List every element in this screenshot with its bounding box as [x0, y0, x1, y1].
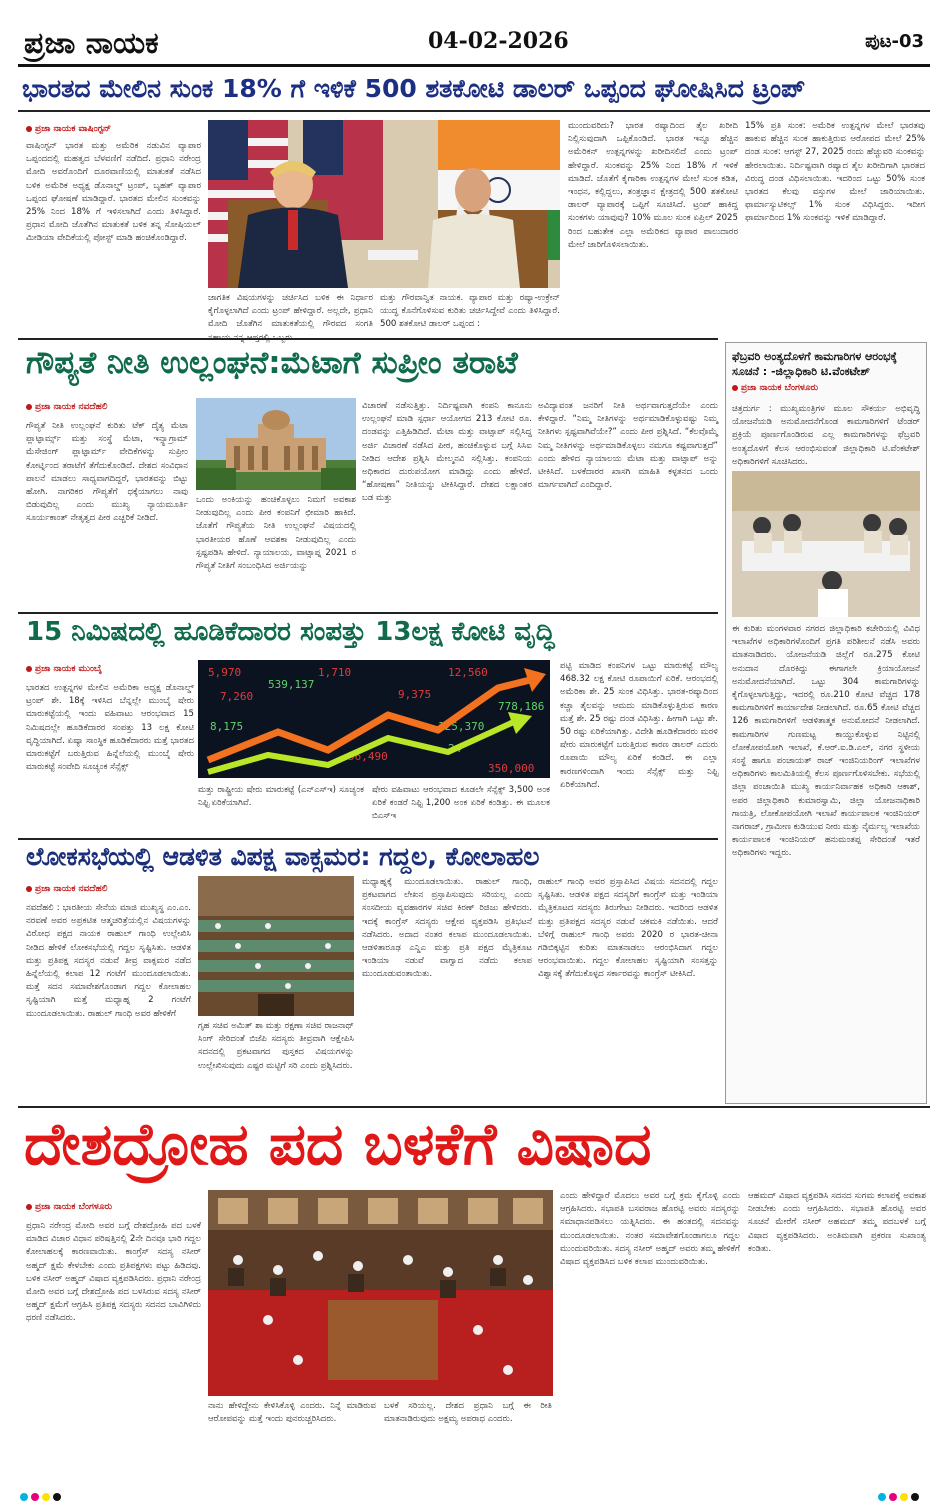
color-dot-icon [20, 1493, 28, 1501]
svg-text:56,490: 56,490 [348, 750, 388, 763]
svg-text:7,260: 7,260 [220, 690, 254, 703]
svg-text:5,970: 5,970 [208, 666, 242, 679]
headline-meta: ಗೌಪ್ಯತೆ ನೀತಿ ಉಲ್ಲಂಘನೆ:ಮೆಟಾಗೆ ಸುಪ್ರೀಂ ತರಾಟೆ [26, 345, 518, 381]
article-column: ಭಾರತದ ಉತ್ಪನ್ನಗಳ ಮೇಲಿನ ಅಮೆರಿಕಾ ಅಧ್ಯಕ್ಷ ಡೊನಾಲ್ಡ್ ಟ್ರಂಪ್ ಶೇ. 18ಕ್ಕೆ ಇಳಿಸಿದ ಬೆನ್ನಲ್ಲೇ ಮುಂಬೈ ಷೇರು ಮಾರುಕಟ್ಟೆಯಲ್ಲಿ ಇಂದು ವಹಿವಾಟು ಆರಂಭವಾದ 15 ನಿಮಿಷದಲ್ಲೇ ಹೂಡಿಕೆದಾರರ ಸಂಪತ್ತು 13 ಲಕ್ಷ ಕೋಟಿ ವೃದ್ಧಿಯಾಗಿದೆ. ಏಷ್ಯಾ ಸಾಂಸ್ಥಿಕ ಹೂಡಿಕೆದಾರರು ಮತ್ತೆ ಭಾರತದ ಮಾರುಕಟ್ಟೆಗೆ ಬರುತ್ತಿರುವ ಹಿನ್ನೆಲೆಯಲ್ಲಿ ಮುಂಬೈ ಷೇರು ಮಾರುಕಟ್ಟೆ ಸಂವೇದಿ ಸೂಚ್ಯಂಕ ಸೆನ್ಸೆಕ್ಸ್ [26, 683, 194, 773]
article-column: ಮತ್ತು ಗೌರವಾನ್ವಿತ ನಾಯಕ. ವ್ಯಾಪಾರ ಮತ್ತು ರಷ್ಯಾ-ಉಕ್ರೇನ್ ಯುದ್ಧ ಕೊನೆಗೊಳಿಸುವ ಕುರಿತು ಚರ್ಚಿಸಿದ್ದೇವೆ ಎಂದು ತಿಳಿಸಿದ್ದಾರೆ. 500 ಶತಕೋಟಿ ಡಾಲರ್ ಒಪ್ಪಂದ : [380, 293, 560, 330]
photo-parliament [198, 876, 354, 1016]
photo-legislative-council [208, 1190, 553, 1396]
photo-trump-modi [208, 120, 560, 288]
color-dot-icon [31, 1493, 39, 1501]
article-column: ಷೇರು ವಹಿವಾಟು ಆರಂಭವಾದ ಕೂಡಲೇ ಸೆನ್ಸೆಕ್ಸ್ 3,500 ಅಂಕ ಏರಿಕೆ ಕಂಡರೆ ನಿಫ್ಟಿ 1,200 ಅಂಕ ಏರಿಕೆ ಕಂಡಿತ್ತು. ಈ ಮೂಲಕ ಬಿಎಸ್ಇ [372, 785, 550, 822]
svg-text:778,186: 778,186 [498, 700, 545, 713]
paper-title: ಪ್ರಜಾ ನಾಯಕ [24, 26, 159, 61]
article-column: ಮುಂದುವರಿದು? ಭಾರತ ರಷ್ಯಾದಿಂದ ತೈಲ ಖರೀದಿ ನಿಲ್ಲಿಸುವುದಾಗಿ ಒಪ್ಪಿಕೊಂಡಿದೆ. ಭಾರತ ಇನ್ನೂ ಹೆಚ್ಚಿನ ಅಮೆರಿಕನ್ ಉತ್ಪನ್ನಗಳನ್ನು ಖರೀದಿಸಲಿದೆ ಎಂದು ಟ್ರಂಪ್ ಹೇಳಿದ್ದಾರೆ. ಸುಂಕವನ್ನು 25% ನಿಂದ 18% ಗೆ ಇಳಿಕೆ ಮಾಡಿದೆ. ಜೊತೆಗೆ ಕೈಗಾರಿಕಾ ಉತ್ಪನ್ನಗಳ ಮೇಲೆ ಸುಂಕ ಕಡಿತ, ಇಂಧನ, ಕಲ್ಲಿದ್ದಲು, ತಂತ್ರಜ್ಞಾನ ಕ್ಷೇತ್ರದಲ್ಲಿ 500 ಶತಕೋಟಿ ಡಾಲರ್ ವ್ಯಾಪಾರಕ್ಕೆ ಒಪ್ಪಿಗೆ ಸೂಚಿಸಿದೆ. ಟ್ರಂಪ್ ಹಾಕಿದ್ದ ಸುಂಕಗಳು ಯಾವುವು? 10% ಮೂಲ ಸುಂಕ ಏಪ್ರಿಲ್ 2025 ರಿಂದ ಬಹುತೇಕ ಎಲ್ಲಾ ಅಮೆರಿಕದ ವ್ಯಾಪಾರ ಪಾಲುದಾರರ ಮೇಲೆ ಜಾರಿಗೊಳಿಸಲಾಯಿತು. [568, 121, 738, 250]
color-dot-icon [42, 1493, 50, 1501]
article-column: ವಿಚಾರಣೆ ನಡೆಸುತ್ತಿತ್ತು. ನಿರ್ದಿಷ್ಟವಾಗಿ ಕಂಪನಿ ಕಾನೂನು ಉಲ್ಲಂಘನೆ ಮಾಡಿ ಸ್ಪರ್ಧಾ ಆಯೋಗದ 213 ಕೋಟಿ ರೂ. ದಂಡವನ್ನು ಎತ್ತಿಹಿಡಿದಿದೆ. ಮೆಟಾ ಮತ್ತು ವಾಟ್ಸಾಪ್ ಸಲ್ಲಿಸಿದ್ದ ಅರ್ಜಿ ವಿಚಾರಣೆ ನಡೆಸಿದ ಪೀಠ, ಹಂಚಿಕೊಳ್ಳುವ ಬಗ್ಗೆ ಸಿಸಿಐ ನೀಡಿದ ಆದೇಶ ಪ್ರಶ್ನಿಸಿ ಮೇಲ್ಮನವಿ ಸಲ್ಲಿಸಿತ್ತು. ಕಂಪನಿಯ ಅಧಿಕಾರದ ದುರುಪಯೋಗ ಮಾಡಿದ್ದು ಎಂದು ಹೇಳಿದೆ. “ಹೋಷಣಾ” ನೀತಿಯನ್ನು ಟೀಕಿಸಿದ್ದಾರೆ. ದೇಶದ ಲಕ್ಷಾಂತರ ಬಡ ಮತ್ತು [362, 401, 532, 504]
article-column: ಜಾಗತಿಕ ವಿಷಯಗಳನ್ನು ಚರ್ಚಿಸಿದ ಬಳಿಕ ಈ ನಿರ್ಧಾರ ಕೈಗೊಳ್ಳಲಾಗಿದೆ ಎಂದು ಟ್ರಂಪ್ ಹೇಳಿದ್ದಾರೆ. ಅಲ್ಲದೇ, ಪ್ರಧಾನಿ ಮೋದಿ ಜೊತೆಗಿನ ಮಾತುಕತೆಯಲ್ಲಿ ಗೌರವದ ಸಂಗತಿ [208, 293, 373, 330]
sidebar-headline: ಫೆಬ್ರವರಿ ಅಂತ್ಯದೊಳಗೆ ಕಾಮಗಾರಿಗಳ ಆರಂಭಕ್ಕೆ ಸೂಚನೆ : -ಜಿಲ್ಲಾಧಿಕಾರಿ ಟಿ.ವೆಂಕಟೇಶ್ [732, 350, 897, 378]
article-column: ಪ್ರಧಾನಿ ನರೇಂದ್ರ ಮೋದಿ ಅವರ ಬಗ್ಗೆ ದೇಶದ್ರೋಹಿ ಪದ ಬಳಕೆ ಮಾಡಿದ ವಿಚಾರ ವಿಧಾನ ಪರಿಷತ್ತಿನಲ್ಲಿ 2ನೇ ದಿನವೂ ಭಾರಿ ಗದ್ದಲ ಕೋಲಾಹಲಕ್ಕೆ ಕಾರಣವಾಯಿತು. ಕಾಂಗ್ರೆಸ್ ಸದಸ್ಯ ನಸೀರ್ ಅಹ್ಮದ್ ಕ್ಷಮೆ ಕೇಳಬೇಕು ಎಂದು ಪ್ರತಿಪಕ್ಷಗಳು ಪಟ್ಟು ಹಿಡಿದವು. ಬಳಿಕ ನಸೀರ್ ಅಹ್ಮದ್ ವಿಷಾದ ವ್ಯಕ್ತಪಡಿಸಿದರು. ಪ್ರಧಾನಿ ನರೇಂದ್ರ ಮೋದಿ ಅವರ ಬಗ್ಗೆ ದೇಶದ್ರೋಹಿ ಪದ ಬಳಸಿರುವ ಸದಸ್ಯ ನಸೀರ್ ಅಹ್ಮದ್ ಕ್ಷಮೆಗೆ ಆಗ್ರಹಿಸಿ ಪ್ರತಿಪಕ್ಷ ಸದಸ್ಯರು ಸದನದ ಬಾವಿಗಿಳಿದು ಧರಣಿ ನಡೆಸಿದರು. [26, 1221, 201, 1324]
masthead [18, 22, 930, 67]
color-dot-icon [53, 1493, 61, 1501]
divider [18, 110, 930, 112]
byline: ಪ್ರಜಾ ನಾಯಕ ನವದೆಹಲಿ [26, 884, 107, 894]
article-column: ಆಹಮದ್ ವಿಷಾದ ವ್ಯಕ್ತಪಡಿಸಿ ಸದನದ ಸುಗಮ ಕಲಾಪಕ್ಕೆ ಅವಕಾಶ ನೀಡಬೇಕು ಎಂದು ಆಗ್ರಹಿಸಿದರು. ಸಭಾಪತಿ ಹೊರಟ್ಟಿ ಅವರ ಸೂಚನೆ ಮೇರೆಗೆ ನಸೀರ್ ಅಹಮದ್ ತಮ್ಮ ಪದಬಳಕೆ ಬಗ್ಗೆ ವಿಷಾದ ವ್ಯಕ್ತಪಡಿಸಿದರು. ಅಂತಿಮವಾಗಿ ಪ್ರಕರಣ ಸುಖಾಂತ್ಯ ಕಂಡಿತು. [748, 1191, 926, 1254]
divider [18, 838, 718, 840]
headline-market: 15 ನಿಮಿಷದಲ್ಲಿ ಹೂಡಿಕೆದಾರರ ಸಂಪತ್ತು 13ಲಕ್ಷ ಕೋಟಿ ವೃದ್ಧಿ [26, 617, 555, 647]
byline: ಪ್ರಜಾ ನಾಯಕ ನವದೆಹಲಿ [26, 402, 107, 412]
divider [18, 338, 718, 340]
byline: ಪ್ರಜಾ ನಾಯಕ ಬೆಂಗಳೂರು [26, 1202, 112, 1212]
svg-text:9,375: 9,375 [398, 688, 432, 701]
byline: ಪ್ರಜಾ ನಾಯಕ ವಾಷಿಂಗ್ಟನ್ [26, 124, 111, 134]
color-dot-icon [911, 1493, 919, 1501]
registration-marks-left [20, 1486, 64, 1505]
article-column: ಈ ಕುರಿತು ಮಂಗಳವಾರ ನಗರದ ಜಿಲ್ಲಾಧಿಕಾರಿ ಕಚೇರಿಯಲ್ಲಿ ವಿವಿಧ ಇಲಾಖೆಗಳ ಅಧಿಕಾರಿಗಳೊಂದಿಗೆ ಪ್ರಗತಿ ಪರಿಶೀಲನೆ ನಡೆಸಿ ಅವರು ಮಾತನಾಡಿದರು. ಯೋಜನೆಯಡಿ ಜಿಲ್ಲೆಗೆ ರೂ.275 ಕೋಟಿ ಅನುದಾನ ದೊರಕಿದ್ದು ಈಗಾಗಲೇ ಕ್ರಿಯಾಯೋಜನೆ ಅನುಮೋದನೆಯಾಗಿದೆ. ಒಟ್ಟು 304 ಕಾಮಗಾರಿಗಳನ್ನು ಕೈಗೊಳ್ಳಲಾಗುತ್ತಿದ್ದು, ಇದರಲ್ಲಿ ರೂ.210 ಕೋಟಿ ವೆಚ್ಚದ 178 ಕಾಮಗಾರಿಗಳಿಗೆ ಕಾರ್ಯಾದೇಶ ನೀಡಲಾಗಿದೆ. ರೂ.65 ಕೋಟಿ ವೆಚ್ಚದ 126 ಕಾಮಗಾರಿಗಳಿಗೆ ಆಡಳಿತಾತ್ಮಕ ಅನುಮೋದನೆ ನೀಡಲಾಗಿದೆ. ಕಾಮಗಾರಿಗಳ ಗುಣಮಟ್ಟ ಕಾಯ್ದುಕೊಳ್ಳುವ ನಿಟ್ಟಿನಲ್ಲಿ ಲೋಕೋಪಯೋಗಿ ಇಲಾಖೆ, ಕೆ.ಆರ್.ಐ.ಡಿ.ಎಲ್, ನಗರ ಸ್ಥಳೀಯ ಸಂಸ್ಥೆ ಹಾಗೂ ಪಂಚಾಯತ್ ರಾಜ್ ಇಂಜಿನಿಯರಿಂಗ್ ಇಲಾಖೆಗಳ ಅಧಿಕಾರಿಗಳು ಕಾಲಮಿತಿಯಲ್ಲಿ ಕೆಲಸ ಪೂರ್ಣಗೊಳಿಸಬೇಕು. ಸಭೆಯಲ್ಲಿ ಜಿಲ್ಲಾ ಪಂಚಾಯಿತಿ ಮುಖ್ಯ ಕಾರ್ಯನಿರ್ವಾಹಕ ಅಧಿಕಾರಿ ಆಕಾಶ್, ಅಪರ ಜಿಲ್ಲಾಧಿಕಾರಿ ಕುಮಾರಸ್ವಾಮಿ, ಜಿಲ್ಲಾ ಯೋಜನಾಧಿಕಾರಿ ಗಾಯತ್ರಿ, ಲೋಕೋಪಯೋಗಿ ಇಲಾಖೆ ಕಾರ್ಯಪಾಲಕ ಇಂಜಿನಿಯರ್ ನಾಗರಾಜ್, ಗ್ರಾಮೀಣ ಕುಡಿಯುವ ನೀರು ಮತ್ತು ನೈರ್ಮಲ್ಯ ಇಲಾಖೆಯ ಕಾರ್ಯಪಾಲಕ ಇಂಜಿನಿಯರ್ ಹನುಮಂತಪ್ಪ ಸೇರಿದಂತೆ ಇತರೆ ಅಧಿಕಾರಿಗಳು ಇದ್ದರು. [732, 624, 920, 859]
svg-text:1,710: 1,710 [318, 666, 352, 679]
article-column: ಮಧ್ಯಾಹ್ನಕ್ಕೆ ಮುಂದೂಡಲಾಯಿತು. ರಾಹುಲ್ ಗಾಂಧಿ, ಪ್ರಕಟವಾಗದ ಲೇಖನ ಪ್ರಸ್ತಾಪಿಸುವುದು ಸರಿಯಲ್ಲ ಎಂದು ಸಂಸದೀಯ ವ್ಯವಹಾರಗಳ ಸಚಿವ ಕಿರಣ್ ರಿಜಿಜು ಹೇಳಿದರು. ಇದಕ್ಕೆ ಕಾಂಗ್ರೆಸ್ ಸದಸ್ಯರು ಆಕ್ಷೇಪ ವ್ಯಕ್ತಪಡಿಸಿ ಪ್ರತಿಭಟನೆ ನಡೆಸಿದರು. ಅದಾದ ನಂತರ ಕಲಾಪ ಮುಂದೂಡಲಾಯಿತು. ಆಡಳಿತಾರೂಢ ಎನ್ಡಿಎ ಮತ್ತು ಪ್ರತಿ ಪಕ್ಷದ ಮೈತ್ರಿಕೂಟ ಇಂಡಿಯಾ ನಡುವೆ ವಾಗ್ವಾದ ನಡೆದು ಕಲಾಪ ಮುಂದೂಡುವಂತಾಯಿತು. [362, 877, 532, 980]
issue-date: 04-02-2026 [428, 28, 569, 54]
registration-marks-right [878, 1486, 922, 1505]
byline: ಪ್ರಜಾ ನಾಯಕ ಮುಂಬೈ [26, 664, 102, 674]
svg-text:125,370: 125,370 [438, 720, 485, 733]
article-column: ಗೃಹ ಸಚಿವ ಅಮಿತ್ ಶಾ ಮತ್ತು ರಕ್ಷಣಾ ಸಚಿವ ರಾಜನಾಥ್ ಸಿಂಗ್ ಸೇರಿದಂತೆ ಬಿಜೆಪಿ ಸದಸ್ಯರು ತೀವ್ರವಾಗಿ ಆಕ್ಷೇಪಿಸಿ ಸದನದಲ್ಲಿ ಪ್ರಕಟವಾಗದ ಪುಸ್ತಕದ ವಿಷಯಗಳನ್ನು ಉಲ್ಲೇಖಿಸುವುದು ಎಷ್ಟರ ಮಟ್ಟಿಗೆ ಸರಿ ಎಂದು ಪ್ರಶ್ನಿಸಿದರು. [198, 1021, 354, 1071]
divider [18, 612, 718, 614]
article-column: ನಾನು ಹೇಳಿದ್ದೇನು ಕೇಳಿಸಿಕೊಳ್ಳಿ ಎಂದರು. ನಿನ್ನೆ ಮಾಡಿರುವ ಆರೋಪವನ್ನು ಮತ್ತೆ ಇಂದು ಪುನರುಚ್ಚರಿಸಿದರು. [208, 1401, 376, 1425]
byline: ಪ್ರಜಾ ನಾಯಕ ಬೆಂಗಳೂರು [732, 383, 818, 393]
divider [18, 1106, 930, 1108]
headline-loksabha: ಲೋಕಸಭೆಯಲ್ಲಿ ಆಡಳಿತ ವಿಪಕ್ಷ ವಾಕ್ಸಮರ: ಗದ್ದಲ, ಕೋಲಾಹಲ [26, 842, 540, 871]
article-column: ಒಂದು ಅಂಕಿಯನ್ನು ಹಂಚಿಕೊಳ್ಳಲು ನಿಮಗೆ ಅವಕಾಶ ನೀಡುವುದಿಲ್ಲ ಎಂದು ಪೀಠ ಕಂಪನಿಗೆ ಛೀಮಾರಿ ಹಾಕಿದೆ. ಜೊತೆಗೆ ಗೌಪ್ಯತೆಯ ನೀತಿ ಉಲ್ಲಂಘನೆ ವಿಷಯದಲ್ಲಿ ಭಾರತೀಯರ ಹೊಣೆ ಆವಶಕಾ ನೀಡುವುದಿಲ್ಲ ಎಂದು ಸ್ಪಷ್ಟಪಡಿಸಿ ಹೇಳಿದೆ. ನ್ಯಾಯಾಲಯ, ವಾಟ್ಸಾಪ್ನ 2021 ರ ಗೌಪ್ಯತೆ ನೀತಿಗೆ ಸಂಬಂಧಿಸಿದ ಅರ್ಜಿಯನ್ನು [196, 495, 356, 572]
article-column: ಚಿತ್ರದುರ್ಗ : ಮುಖ್ಯಮಂತ್ರಿಗಳ ಮೂಲ ಸೌಕರ್ಯ ಅಭಿವೃದ್ಧಿ ಯೋಜನೆಯಡಿ ಅನುಮೋದನೆಗೊಂಡ ಕಾಮಗಾರಿಗಳಿಗೆ ಟೆಂಡರ್ ಪ್ರಕ್ರಿಯೆ ಪೂರ್ಣಗೊಂಡಿರುವ ಎಲ್ಲ ಕಾಮಗಾರಿಗಳನ್ನು ಫೆಬ್ರವರಿ ಅಂತ್ಯದೊಳಗೆ ಕೆಲಸ ಆರಂಭಿಸುವಂತೆ ಜಿಲ್ಲಾಧಿಕಾರಿ ಟಿ.ವೆಂಕಟೇಶ್ ಅಧಿಕಾರಿಗಳಿಗೆ ಸೂಚಿಸಿದರು. [732, 404, 920, 467]
photo-meeting [732, 471, 920, 617]
svg-text:24: 24 [448, 742, 462, 755]
svg-text:8,175: 8,175 [210, 720, 244, 733]
article-column: ಪಟ್ಟಿ ಮಾಡಿದ ಕಂಪನಿಗಳ ಒಟ್ಟು ಮಾರುಕಟ್ಟೆ ಮೌಲ್ಯ 468.32 ಲಕ್ಷ ಕೋಟಿ ರೂಪಾಯಿಗೆ ಏರಿಕೆ. ಆರಂಭದಲ್ಲಿ ಅಮೆರಿಕಾ ಶೇ. 25 ಸುಂಕ ವಿಧಿಸಿತ್ತು. ಭಾರತ-ರಷ್ಯಾದಿಂದ ಕಚ್ಚಾ ತೈಲವನ್ನು ಆಮದು ಮಾಡಿಕೊಳ್ಳುತ್ತಿರುವ ಕಾರಣ ಮತ್ತೆ ಶೇ. 25 ರಷ್ಟು ದಂಡ ವಿಧಿಸಿತ್ತು. ಹೀಗಾಗಿ ಒಟ್ಟು ಶೇ. 50 ರಷ್ಟು ಏರಿಕೆಯಾಗಿತ್ತು. ವಿದೇಶಿ ಹೂಡಿಕೆದಾರರು ಮರಳಿ ಷೇರು ಮಾರುಕಟ್ಟೆಗೆ ಬರುತ್ತಿರುವ ಕಾರಣ ಡಾಲರ್ ಎದುರು ರೂಪಾಯಿ ಮೌಲ್ಯ ಏರಿಕೆ ಕಂಡಿದೆ. ಈ ಎಲ್ಲಾ ಕಾರಣಗಳಿಂದಾಗಿ ಇಂದು ಸೆನ್ಸೆಕ್ಸ್ ಮತ್ತು ನಿಫ್ಟಿ ಏರಿಕೆಯಾಗಿದೆ. [560, 661, 718, 790]
svg-text:539,137: 539,137 [268, 678, 315, 691]
article-column: ನವದೆಹಲಿ : ಭಾರತೀಯ ಸೇನೆಯ ಮಾಜಿ ಮುಖ್ಯಸ್ಥ ಎಂ.ಎಂ. ನರವಣೆ ಅವರ ಅಪ್ರಕಟಿತ ಆತ್ಮಚರಿತ್ರೆಯಲ್ಲಿನ ವಿಷಯಗಳನ್ನು ವಿರೋಧ ಪಕ್ಷದ ನಾಯಕ ರಾಹುಲ್ ಗಾಂಧಿ ಉಲ್ಲೇಖಿಸಿ ನೀಡಿದ ಹೇಳಿಕೆ ಲೋಕಸಭೆಯಲ್ಲಿ ಗದ್ದಲ ಸೃಷ್ಟಿಸಿತು. ಆಡಳಿತ ಮತ್ತು ಪ್ರತಿಪಕ್ಷ ಸದಸ್ಯರ ನಡುವೆ ತೀವ್ರ ವಾಕ್ಸಮರ ನಡೆದ ಹಿನ್ನೆಲೆಯಲ್ಲಿ ಕಲಾಪ 12 ಗಂಟೆಗೆ ಮುಂದೂಡಲಾಯಿತು. ಮತ್ತೆ ಸದನ ಸಮಾವೇಶಗೊಂಡಾಗ ಗದ್ದಲ ಕೋಲಾಹಲ ಸೃಷ್ಟಿಯಾಗಿ ಮತ್ತೆ ಮಧ್ಯಾಹ್ನ 2 ಗಂಟೆಗೆ ಮುಂದೂಡಲಾಯಿತು. ರಾಹುಲ್ ಗಾಂಧಿ ಅವರ ಹೇಳಿಕೆಗೆ [26, 903, 191, 1019]
svg-text:12,560: 12,560 [448, 666, 488, 679]
article-column: ಎಂದು ಹೇಳಿದ್ದಾರೆ ಮೊದಲು ಅವರ ಬಗ್ಗೆ ಕ್ರಮ ಕೈಗೊಳ್ಳಿ ಎಂದು ಆಗ್ರಹಿಸಿದರು. ಸಭಾಪತಿ ಬಸವರಾಜ ಹೊರಟ್ಟಿ ಅವರು ಸದಸ್ಯರನ್ನು ಸಮಾಧಾನಪಡಿಸಲು ಯತ್ನಿಸಿದರು. ಈ ಹಂತದಲ್ಲಿ ಸದನವನ್ನು ಮುಂದೂಡಲಾಯಿತು. ನಂತರ ಸಮಾವೇಶಗೊಂಡಾಗಲೂ ಗದ್ದಲ ಮುಂದುವರಿಯಿತು. ಸದಸ್ಯ ನಸೀರ್ ಅಹ್ಮದ್ ಅವರು ತಮ್ಮ ಹೇಳಿಕೆಗೆ ವಿಷಾದ ವ್ಯಕ್ತಪಡಿಸಿದ ಬಳಿಕ ಕಲಾಪ ಮುಂದುವರಿಯಿತು. [560, 1191, 740, 1268]
article-column: ರಾಹುಲ್ ಗಾಂಧಿ ಅವರ ಪ್ರಸ್ತಾಪಿಸಿದ ವಿಷಯ ಸದನದಲ್ಲಿ ಗದ್ದಲ ಸೃಷ್ಟಿಸಿತು. ಆಡಳಿತ ಪಕ್ಷದ ಸದಸ್ಯರಿಗೆ ಕಾಂಗ್ರೆಸ್ ಮತ್ತು ಇಂಡಿಯಾ ಮೈತ್ರಿಕೂಟದ ಸದಸ್ಯರು ತಿರುಗೇಟು ನೀಡಿದರು. ಇದರಿಂದ ಆಡಳಿತ ಮತ್ತು ಪ್ರತಿಪಕ್ಷದ ಸದಸ್ಯರ ನಡುವೆ ಚಕಮಕಿ ನಡೆಯಿತು. ಆದರೆ ಬೆಳಿಗ್ಗೆ ರಾಹುಲ್ ಗಾಂಧಿ ಅವರು 2020 ರ ಭಾರತ-ಚೀನಾ ಗಡಿಬಿಕ್ಕಟ್ಟಿನ ಕುರಿತು ಮಾತನಾಡಲು ಆರಂಭಿಸಿದಾಗ ಗದ್ದಲ ಆರಂಭವಾಯಿತು. ಗದ್ದಲ ಕೋಲಾಹಲ ಸೃಷ್ಟಿಯಾಗಿ ಸಂಸತ್ತನ್ನು ವಿಶ್ವಾಸಕ್ಕೆ ತೆಗೆದುಕೊಳ್ಳದ ಸರ್ಕಾರವನ್ನು ಕಾಂಗ್ರೆಸ್ ಟೀಕಿಸಿದೆ. [538, 877, 718, 980]
article-column: ಮತ್ತು ರಾಷ್ಟ್ರೀಯ ಷೇರು ಮಾರುಕಟ್ಟೆ (ಎನ್ಎಸ್ಇ) ಸೂಚ್ಯಂಕ ನಿಫ್ಟಿ ಏರಿಕೆಯಾಗಿವೆ. [198, 785, 364, 809]
headline-sedition: ದೇಶದ್ರೋಹ ಪದ ಬಳಕೆಗೆ ವಿಷಾದ [24, 1110, 652, 1178]
sidebar-news-box [725, 342, 927, 1104]
article-column: ಗೌಪ್ಯತೆ ನೀತಿ ಉಲ್ಲಂಘನೆ ಕುರಿತು ಟೆಕ್ ದೈತ್ಯ ಮೆಟಾ ಪ್ಲಾಟ್ಫಾರ್ಮ್ಸ್ ಮತ್ತು ಸಂಸ್ಥೆ ಮೆಟಾ, ಇನ್ಸ್ಟಾಗ್ರಾಮ್ ಮೆಸೇಜಿಂಗ್ ಪ್ಲಾಟ್ಫಾರ್ಮ್ ವೇದಿಕೆಗಳನ್ನು ಸುಪ್ರೀಂ ಕೋರ್ಟ್ನಿಂದ ತರಾಟೆಗೆ ತೆಗೆದುಕೊಂಡಿದೆ. ದೇಶದ ಸಂವಿಧಾನ ಪಾಲನೆ ಮಾಡಲು ಸಾಧ್ಯವಾಗದಿದ್ದರೆ, ಭಾರತವನ್ನು ಬಿಟ್ಟು ಹೋಗಿ. ನಾಗರಿಕರ ಗೌಪ್ಯತೆಗೆ ಧಕ್ಕೆಯಾಗಲು ನಾವು ಬಿಡುವುದಿಲ್ಲ ಎಂದು ಮುಖ್ಯ ನ್ಯಾಯಮೂರ್ತಿ ಸೂರ್ಯಕಾಂತ್ ನೇತೃತ್ವದ ಪೀಠ ಎಚ್ಚರಿಕೆ ನೀಡಿದೆ. [26, 421, 188, 524]
article-column: ಬಳಕೆ ಸರಿಯಲ್ಲ. ದೇಶದ ಪ್ರಧಾನಿ ಬಗ್ಗೆ ಈ ರೀತಿ ಮಾತನಾಡಿರುವುದು ಅಕ್ಷಮ್ಯ ಅಪರಾಧ ಎಂದರು. [384, 1401, 552, 1425]
color-dot-icon [878, 1493, 886, 1501]
article-column: 15% ಪ್ರತಿ ಸುಂಕ: ಅಮೆರಿಕ ಉತ್ಪನ್ನಗಳ ಮೇಲೆ ಭಾರತವು ಹಾಕುವ ಹೆಚ್ಚಿನ ಸುಂಕ ಹಾಕುತ್ತಿರುವ ಆರೋಪದ ಮೇಲೆ 25% ದಂಡ ಸುಂಕ: ಆಗಸ್ಟ್ 27, 2025 ರಂದು ಹೆಚ್ಚುವರಿ ಸುಂಕವನ್ನು ಹೇರಲಾಯಿತು. ನಿರ್ದಿಷ್ಟವಾಗಿ ರಷ್ಯಾದ ತೈಲ ಖರೀದಿಗಾಗಿ ಭಾರತದ ವಿರುದ್ಧ ದಂಡ ವಿಧಿಸಲಾಯಿತು. ಇದರಿಂದ ಒಟ್ಟು 50% ಸುಂಕ ಭಾರತದ ಕೆಲವು ವಸ್ತುಗಳ ಮೇಲೆ ಜಾರಿಯಾಯಿತು. ಫಾರ್ಮಾಸ್ಯುಟಿಕಲ್ಸ್ 1% ಸುಂಕ ವಿಧಿಸಿದ್ದರು. ಇದೀಗ ಫಾರ್ಮಾದಿಂದ 1% ಸುಂಕವನ್ನು ಇಳಿಕೆ ಮಾಡಿದ್ದಾರೆ. [745, 121, 925, 224]
article-column: ವಾಷಿಂಗ್ಟನ್ ಭಾರತ ಮತ್ತು ಅಮೆರಿಕ ನಡುವಿನ ವ್ಯಾಪಾರ ಒಪ್ಪಂದದಲ್ಲಿ ಮಹತ್ವದ ಬೆಳವಣಿಗೆ ನಡೆದಿದೆ. ಪ್ರಧಾನಿ ನರೇಂದ್ರ ಮೋದಿ ಅವರೊಂದಿಗೆ ದೂರವಾಣಿಯಲ್ಲಿ ಮಾತುಕತೆ ನಡೆಸಿದ ಬಳಿಕ ಅಮೆರಿಕ ಅಧ್ಯಕ್ಷ ಡೊನಾಲ್ಡ್ ಟ್ರಂಪ್, ಬೃಹತ್ ವ್ಯಾಪಾರ ಒಪ್ಪಂದ ಘೋಷಣೆ ಮಾಡಿದ್ದಾರೆ. ಭಾರತದ ಮೇಲಿನ ಸುಂಕವನ್ನು 25% ನಿಂದ 18% ಗೆ ಇಳಿಸಲಾಗಿದೆ ಎಂದು ತಿಳಿಸಿದ್ದಾರೆ. ಪ್ರಧಾನ ಮೋದಿ ಜೊತೆಗಿನ ಮಾತುಕತೆ ಬಳಿಕ ತನ್ನ ಸೋಷಿಯಲ್ ಮೀಡಿಯಾ ವೇದಿಕೆಯಲ್ಲಿ ಪೋಸ್ಟ್ ಮಾಡಿ ಹಂಚಿಕೊಂಡಿದ್ದಾರೆ. [26, 141, 201, 244]
article-column: ಅವಿದ್ಯಾವಂತ ಜನರಿಗೆ ನೀತಿ ಅರ್ಥವಾಗುತ್ತದೆಯೇ ಎಂದು ಕೇಳಿದ್ದಾರೆ. “ನಿಮ್ಮ ನೀತಿಗಳನ್ನು ಅರ್ಥಮಾಡಿಕೊಳ್ಳುವಷ್ಟು ನಿಮ್ಮ ನೀತಿಗಳು ಸ್ಪಷ್ಟವಾಗಿವೆಯೇ?” ಎಂದು ಪೀಠ ಪ್ರಶ್ನಿಸಿದೆ. “ಕೆಲವೊಮ್ಮೆ ನಿಮ್ಮ ನೀತಿಗಳನ್ನು ಅರ್ಥಮಾಡಿಕೊಳ್ಳಲು ನಮಗೂ ಕಷ್ಟವಾಗುತ್ತದೆ” ಎಂದು ಹೇಳಿದ ನ್ಯಾಯಾಲಯ ಮೆಟಾ ಮತ್ತು ವಾಟ್ಸಾಪ್ ಅನ್ನು ಟೀಕಿಸಿದೆ. ಬಳಕೆದಾರರ ಖಾಸಗಿ ಮಾಹಿತಿ ಕಳ್ಳತನದ ಒಂದು ಮಾರ್ಗವಾಗಿದೆ ಎಂದಿದ್ದಾರೆ. [538, 401, 718, 491]
page-number: ಪುಟ-03 [865, 31, 924, 52]
photo-stock-chart [198, 660, 550, 778]
headline-tariff: ಭಾರತದ ಮೇಲಿನ ಸುಂಕ 18% ಗೆ ಇಳಿಕೆ 500 ಶತಕೋಟಿ ಡಾಲರ್ ಒಪ್ಪಂದ ಘೋಷಿಸಿದ ಟ್ರಂಪ್ [22, 74, 806, 103]
color-dot-icon [900, 1493, 908, 1501]
color-dot-icon [889, 1493, 897, 1501]
photo-supreme-court [196, 398, 356, 490]
svg-text:350,000: 350,000 [488, 762, 535, 775]
